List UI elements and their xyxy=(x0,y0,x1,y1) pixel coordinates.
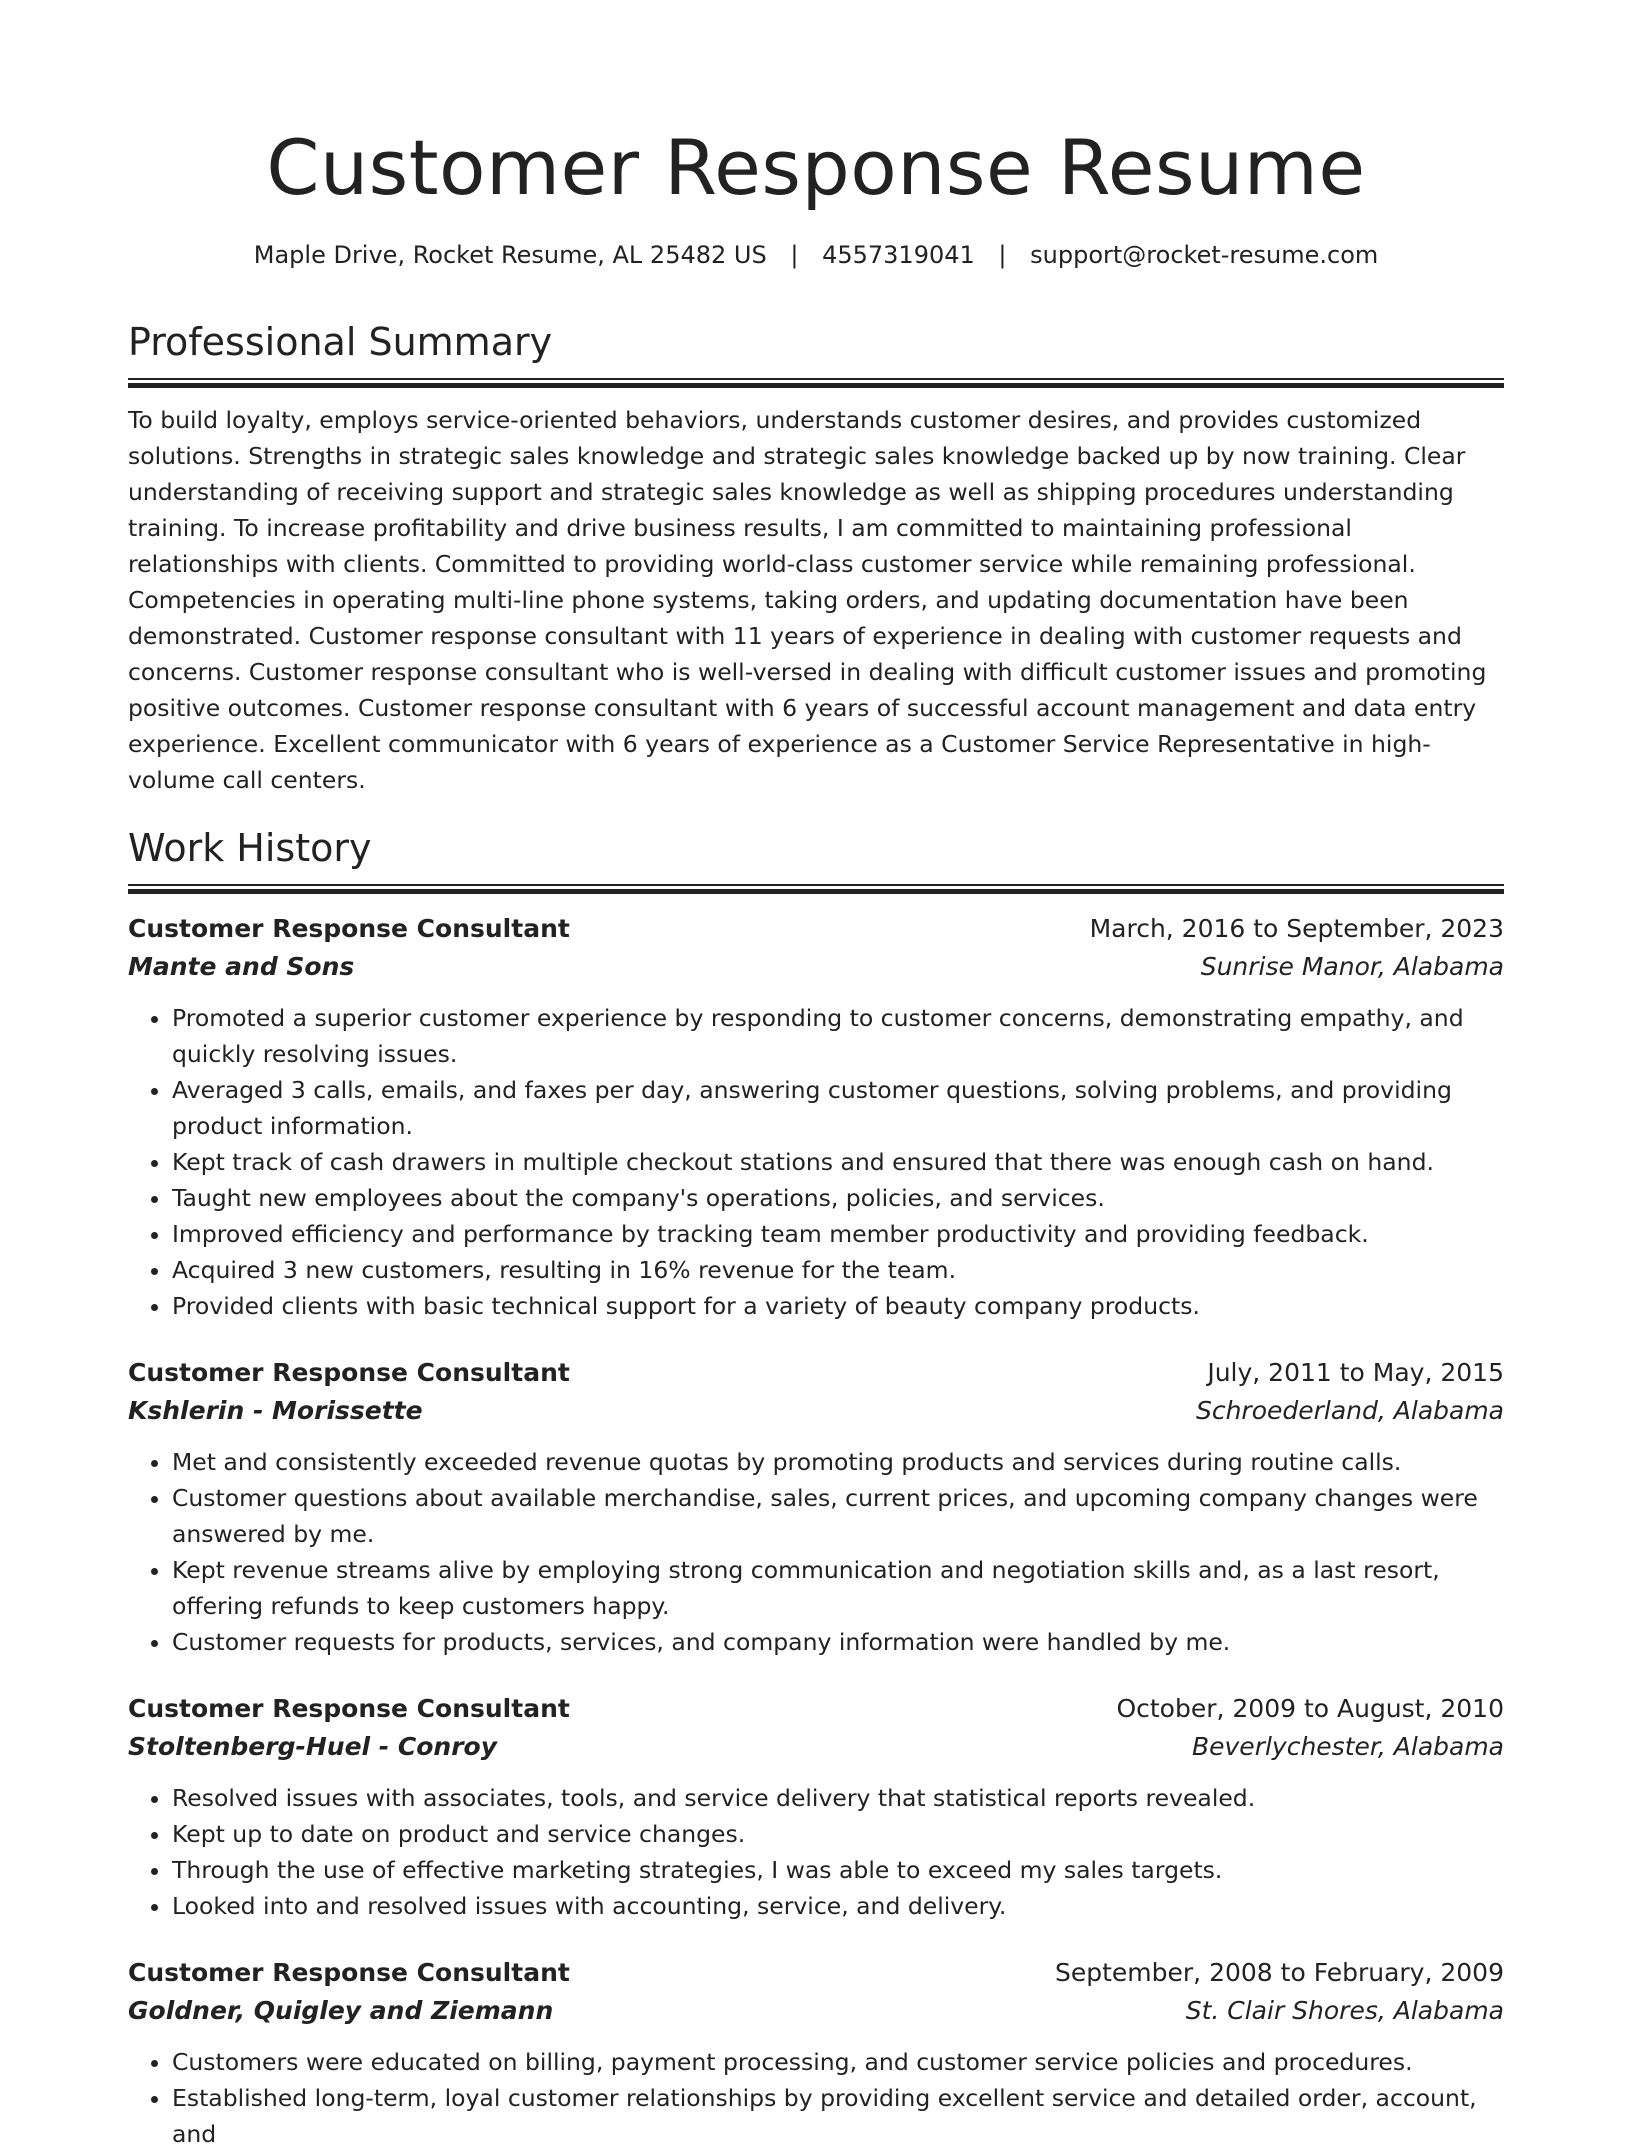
work-history-heading: Work History xyxy=(128,826,372,870)
job-company-row xyxy=(128,948,1504,986)
job-bullet: • Averaged 3 calls, emails, and faxes per day, answering customer questions, solving problems, and providing product information. xyxy=(172,1072,1504,1144)
contact-separator: | xyxy=(790,241,799,269)
job-company: Mante and Sons xyxy=(128,952,355,981)
job-title: Customer Response Consultant xyxy=(128,1358,570,1387)
job-bullet: • Provided clients with basic technical support for a variety of beauty company products. xyxy=(172,1288,1504,1324)
job-company: Kshlerin - Morissette xyxy=(128,1396,423,1425)
job-bullet: • Kept track of cash drawers in multiple checkout stations and ensured that there was enough cash on hand. xyxy=(172,1144,1504,1180)
job-bullet: • Promoted a superior customer experience by responding to customer concerns, demonstrating empathy, and quickly resolving issues. xyxy=(172,1000,1504,1072)
job-entry xyxy=(128,1690,1504,1924)
job-dates: October, 2009 to August, 2010 xyxy=(1116,1694,1504,1723)
job-bullet: • Established long-term, loyal customer relationships by providing excellent service and detailed order, account, and xyxy=(172,2080,1504,2152)
contact-separator: | xyxy=(998,241,1007,269)
job-title: Customer Response Consultant xyxy=(128,1694,570,1723)
job-bullet: • Taught new employees about the company's operations, policies, and services. xyxy=(172,1180,1504,1216)
work-history-list xyxy=(128,910,1504,2152)
job-header-row xyxy=(128,910,1504,948)
resume-title: Customer Response Resume xyxy=(266,123,1366,212)
job-bullet-list xyxy=(128,1444,1504,1660)
job-bullet-list xyxy=(128,2044,1504,2152)
job-entry xyxy=(128,1354,1504,1660)
job-bullet-list xyxy=(128,1000,1504,1324)
section-divider xyxy=(128,884,1504,894)
job-bullet: • Customer requests for products, services, and company information were handled by me. xyxy=(172,1624,1504,1660)
job-company: Goldner, Quigley and Ziemann xyxy=(128,1996,554,2025)
job-bullet: • Improved efficiency and performance by tracking team member productivity and providing feedback. xyxy=(172,1216,1504,1252)
job-location: Schroederland, Alabama xyxy=(1195,1396,1504,1425)
job-bullet: • Met and consistently exceeded revenue quotas by promoting products and services during routine calls. xyxy=(172,1444,1504,1480)
contact-phone: 4557319041 xyxy=(822,241,975,269)
job-bullet: • Looked into and resolved issues with accounting, service, and delivery. xyxy=(172,1888,1504,1924)
job-dates: September, 2008 to February, 2009 xyxy=(1055,1958,1504,1987)
job-dates: March, 2016 to September, 2023 xyxy=(1089,914,1504,943)
job-bullet: • Acquired 3 new customers, resulting in 16% revenue for the team. xyxy=(172,1252,1504,1288)
job-company: Stoltenberg-Huel - Conroy xyxy=(128,1732,498,1761)
job-header-row xyxy=(128,1690,1504,1728)
summary-text: To build loyalty, employs service-oriented behaviors, understands customer desires, and provides customized solutions. Strengths in strategic sales knowledge and strategic sales knowledge backed up by now training. Clear understanding of receiving support and strategic sales knowledge as well as shipping procedures understanding training. To increase profitability and drive business results, I am committed to maintaining professional relationships with clients. Committed to providing world-class customer service while remaining professional. Competencies in operating multi-line phone systems, taking orders, and updating documentation have been demonstrated. Customer response consultant with 11 years of experience in dealing with customer requests and concerns. Customer response consultant who is well-versed in dealing with difficult customer issues and promoting positive outcomes. Customer response consultant with 6 years of successful account management and data entry experience. Excellent communicator with 6 years of experience as a Customer Service Representative in high-volume call centers. xyxy=(128,406,1487,794)
job-bullet: • Kept up to date on product and service changes. xyxy=(172,1816,1504,1852)
job-bullet: • Through the use of effective marketing strategies, I was able to exceed my sales targets. xyxy=(172,1852,1504,1888)
job-bullet: • Kept revenue streams alive by employing strong communication and negotiation skills and, as a last resort, offering refunds to keep customers happy. xyxy=(172,1552,1504,1624)
job-location: Sunrise Manor, Alabama xyxy=(1200,952,1504,981)
summary-heading: Professional Summary xyxy=(128,320,553,364)
job-bullet: • Customer questions about available merchandise, sales, current prices, and upcoming company changes were answered by me. xyxy=(172,1480,1504,1552)
job-entry xyxy=(128,1954,1504,2152)
job-company-row xyxy=(128,1992,1504,2030)
job-entry xyxy=(128,910,1504,1324)
job-header-row xyxy=(128,1954,1504,1992)
job-bullet: • Resolved issues with associates, tools, and service delivery that statistical reports revealed. xyxy=(172,1780,1504,1816)
job-header-row xyxy=(128,1354,1504,1392)
job-company-row xyxy=(128,1728,1504,1766)
section-divider xyxy=(128,378,1504,388)
resume-page xyxy=(128,0,1504,2152)
contact-email: support@rocket-resume.com xyxy=(1030,241,1379,269)
job-bullet: • Customers were educated on billing, payment processing, and customer service policies and procedures. xyxy=(172,2044,1504,2080)
contact-address: Maple Drive, Rocket Resume, AL 25482 US xyxy=(253,241,767,269)
job-bullet-list xyxy=(128,1780,1504,1924)
job-location: Beverlychester, Alabama xyxy=(1191,1732,1504,1761)
contact-line xyxy=(128,238,1504,272)
job-location: St. Clair Shores, Alabama xyxy=(1185,1996,1504,2025)
job-title: Customer Response Consultant xyxy=(128,914,570,943)
job-title: Customer Response Consultant xyxy=(128,1958,570,1987)
job-dates: July, 2011 to May, 2015 xyxy=(1207,1358,1504,1387)
job-company-row xyxy=(128,1392,1504,1430)
